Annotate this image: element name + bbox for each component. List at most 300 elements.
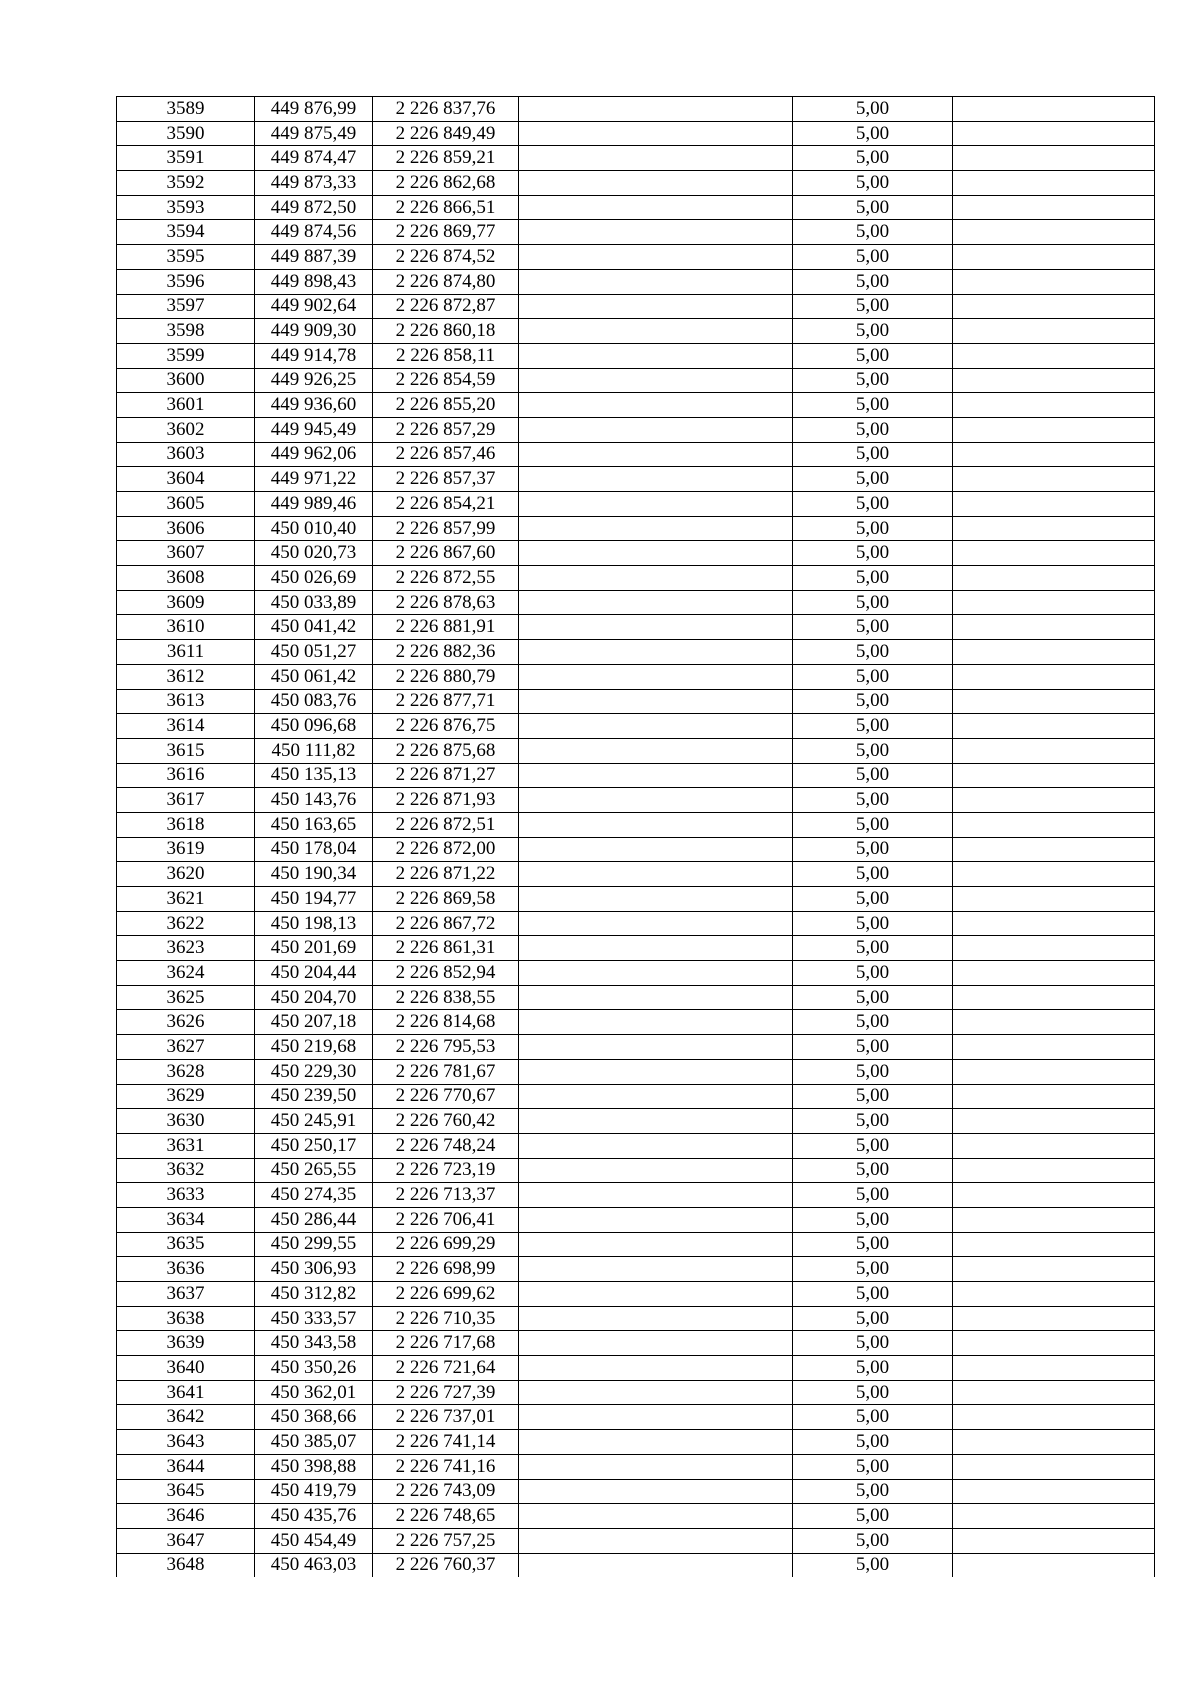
table-row [117,714,1155,739]
x-coordinate-cell: 450 190,34 [255,862,373,887]
accuracy-cell: 5,00 [793,516,953,541]
accuracy-cell: 5,00 [793,467,953,492]
blank-cell-end [953,664,1155,689]
blank-cell [519,961,793,986]
point-number-cell: 3644 [117,1454,255,1479]
blank-cell-end [953,171,1155,196]
table-row [117,171,1155,196]
accuracy-cell: 5,00 [793,837,953,862]
blank-cell [519,146,793,171]
table-row [117,541,1155,566]
point-number-cell: 3631 [117,1133,255,1158]
blank-cell-end [953,1059,1155,1084]
accuracy-cell: 5,00 [793,393,953,418]
blank-cell [519,812,793,837]
x-coordinate-cell: 449 874,47 [255,146,373,171]
y-coordinate-cell: 2 226 713,37 [373,1183,519,1208]
blank-cell [519,516,793,541]
point-number-cell: 3601 [117,393,255,418]
blank-cell-end [953,294,1155,319]
x-coordinate-cell: 450 250,17 [255,1133,373,1158]
table-row [117,862,1155,887]
blank-cell-end [953,985,1155,1010]
y-coordinate-cell: 2 226 741,14 [373,1430,519,1455]
blank-cell-end [953,393,1155,418]
y-coordinate-cell: 2 226 861,31 [373,936,519,961]
point-number-cell: 3638 [117,1306,255,1331]
x-coordinate-cell: 449 945,49 [255,417,373,442]
blank-cell [519,714,793,739]
blank-cell-end [953,1331,1155,1356]
point-number-cell: 3607 [117,541,255,566]
blank-cell-end [953,936,1155,961]
blank-cell [519,664,793,689]
table-row [117,1183,1155,1208]
blank-cell-end [953,492,1155,517]
point-number-cell: 3600 [117,368,255,393]
x-coordinate-cell: 450 143,76 [255,788,373,813]
y-coordinate-cell: 2 226 867,60 [373,541,519,566]
x-coordinate-cell: 450 051,27 [255,640,373,665]
point-number-cell: 3633 [117,1183,255,1208]
accuracy-cell: 5,00 [793,442,953,467]
table-row [117,985,1155,1010]
table-row [117,368,1155,393]
blank-cell [519,1430,793,1455]
blank-cell [519,1133,793,1158]
accuracy-cell: 5,00 [793,1133,953,1158]
accuracy-cell: 5,00 [793,195,953,220]
table-row [117,911,1155,936]
accuracy-cell: 5,00 [793,566,953,591]
x-coordinate-cell: 449 902,64 [255,294,373,319]
accuracy-cell: 5,00 [793,1183,953,1208]
blank-cell-end [953,467,1155,492]
blank-cell [519,936,793,961]
table-row [117,1331,1155,1356]
accuracy-cell: 5,00 [793,714,953,739]
blank-cell-end [953,1356,1155,1381]
accuracy-cell: 5,00 [793,640,953,665]
accuracy-cell: 5,00 [793,417,953,442]
blank-cell-end [953,146,1155,171]
x-coordinate-cell: 449 872,50 [255,195,373,220]
point-number-cell: 3610 [117,615,255,640]
table-row [117,936,1155,961]
table-row [117,1356,1155,1381]
x-coordinate-cell: 450 194,77 [255,887,373,912]
x-coordinate-cell: 450 239,50 [255,1084,373,1109]
accuracy-cell: 5,00 [793,615,953,640]
y-coordinate-cell: 2 226 881,91 [373,615,519,640]
table-row [117,1232,1155,1257]
accuracy-cell: 5,00 [793,961,953,986]
blank-cell [519,763,793,788]
blank-cell-end [953,590,1155,615]
table-row [117,1282,1155,1307]
x-coordinate-cell: 450 041,42 [255,615,373,640]
table-row [117,417,1155,442]
blank-cell-end [953,1183,1155,1208]
point-number-cell: 3637 [117,1282,255,1307]
y-coordinate-cell: 2 226 837,76 [373,97,519,122]
accuracy-cell: 5,00 [793,220,953,245]
y-coordinate-cell: 2 226 854,21 [373,492,519,517]
accuracy-cell: 5,00 [793,812,953,837]
coordinates-table-body [117,97,1155,1578]
table-row [117,97,1155,122]
table-row [117,1059,1155,1084]
table-row [117,788,1155,813]
accuracy-cell: 5,00 [793,1380,953,1405]
x-coordinate-cell: 450 306,93 [255,1257,373,1282]
x-coordinate-cell: 449 926,25 [255,368,373,393]
blank-cell-end [953,566,1155,591]
accuracy-cell: 5,00 [793,862,953,887]
point-number-cell: 3611 [117,640,255,665]
y-coordinate-cell: 2 226 872,00 [373,837,519,862]
y-coordinate-cell: 2 226 878,63 [373,590,519,615]
point-number-cell: 3620 [117,862,255,887]
blank-cell [519,1232,793,1257]
x-coordinate-cell: 449 989,46 [255,492,373,517]
table-row [117,640,1155,665]
accuracy-cell: 5,00 [793,1405,953,1430]
accuracy-cell: 5,00 [793,1232,953,1257]
y-coordinate-cell: 2 226 871,27 [373,763,519,788]
blank-cell [519,1479,793,1504]
blank-cell-end [953,911,1155,936]
accuracy-cell: 5,00 [793,911,953,936]
x-coordinate-cell: 450 026,69 [255,566,373,591]
point-number-cell: 3640 [117,1356,255,1381]
y-coordinate-cell: 2 226 723,19 [373,1158,519,1183]
y-coordinate-cell: 2 226 877,71 [373,689,519,714]
accuracy-cell: 5,00 [793,146,953,171]
y-coordinate-cell: 2 226 757,25 [373,1528,519,1553]
table-row [117,1158,1155,1183]
point-number-cell: 3628 [117,1059,255,1084]
accuracy-cell: 5,00 [793,1257,953,1282]
x-coordinate-cell: 450 245,91 [255,1109,373,1134]
point-number-cell: 3603 [117,442,255,467]
point-number-cell: 3606 [117,516,255,541]
blank-cell-end [953,1035,1155,1060]
y-coordinate-cell: 2 226 859,21 [373,146,519,171]
blank-cell [519,195,793,220]
table-row [117,245,1155,270]
blank-cell-end [953,195,1155,220]
blank-cell [519,985,793,1010]
x-coordinate-cell: 450 178,04 [255,837,373,862]
blank-cell-end [953,887,1155,912]
accuracy-cell: 5,00 [793,1528,953,1553]
blank-cell-end [953,640,1155,665]
table-row [117,195,1155,220]
blank-cell [519,1553,793,1577]
blank-cell-end [953,714,1155,739]
x-coordinate-cell: 450 020,73 [255,541,373,566]
table-row [117,492,1155,517]
point-number-cell: 3598 [117,319,255,344]
blank-cell [519,1454,793,1479]
point-number-cell: 3617 [117,788,255,813]
blank-cell-end [953,1207,1155,1232]
table-row [117,961,1155,986]
blank-cell [519,1306,793,1331]
point-number-cell: 3643 [117,1430,255,1455]
accuracy-cell: 5,00 [793,788,953,813]
y-coordinate-cell: 2 226 699,29 [373,1232,519,1257]
point-number-cell: 3645 [117,1479,255,1504]
point-number-cell: 3595 [117,245,255,270]
accuracy-cell: 5,00 [793,1084,953,1109]
x-coordinate-cell: 450 343,58 [255,1331,373,1356]
point-number-cell: 3613 [117,689,255,714]
x-coordinate-cell: 450 435,76 [255,1504,373,1529]
x-coordinate-cell: 450 204,70 [255,985,373,1010]
point-number-cell: 3594 [117,220,255,245]
x-coordinate-cell: 450 398,88 [255,1454,373,1479]
x-coordinate-cell: 449 874,56 [255,220,373,245]
table-row [117,516,1155,541]
y-coordinate-cell: 2 226 748,65 [373,1504,519,1529]
point-number-cell: 3634 [117,1207,255,1232]
accuracy-cell: 5,00 [793,1479,953,1504]
blank-cell-end [953,1109,1155,1134]
accuracy-cell: 5,00 [793,1035,953,1060]
table-row [117,689,1155,714]
table-row [117,615,1155,640]
y-coordinate-cell: 2 226 717,68 [373,1331,519,1356]
table-row [117,1035,1155,1060]
point-number-cell: 3619 [117,837,255,862]
point-number-cell: 3618 [117,812,255,837]
point-number-cell: 3621 [117,887,255,912]
point-number-cell: 3627 [117,1035,255,1060]
point-number-cell: 3604 [117,467,255,492]
blank-cell [519,837,793,862]
blank-cell-end [953,1232,1155,1257]
table-row [117,1010,1155,1035]
x-coordinate-cell: 450 286,44 [255,1207,373,1232]
blank-cell [519,911,793,936]
blank-cell [519,245,793,270]
x-coordinate-cell: 450 083,76 [255,689,373,714]
x-coordinate-cell: 449 887,39 [255,245,373,270]
point-number-cell: 3625 [117,985,255,1010]
blank-cell-end [953,763,1155,788]
y-coordinate-cell: 2 226 872,87 [373,294,519,319]
x-coordinate-cell: 449 936,60 [255,393,373,418]
coordinates-table [116,96,1155,1577]
y-coordinate-cell: 2 226 874,80 [373,269,519,294]
y-coordinate-cell: 2 226 867,72 [373,911,519,936]
table-row [117,442,1155,467]
point-number-cell: 3647 [117,1528,255,1553]
accuracy-cell: 5,00 [793,245,953,270]
y-coordinate-cell: 2 226 875,68 [373,738,519,763]
point-number-cell: 3648 [117,1553,255,1577]
blank-cell [519,541,793,566]
blank-cell-end [953,368,1155,393]
blank-cell-end [953,1430,1155,1455]
x-coordinate-cell: 450 454,49 [255,1528,373,1553]
table-row [117,812,1155,837]
accuracy-cell: 5,00 [793,294,953,319]
y-coordinate-cell: 2 226 814,68 [373,1010,519,1035]
accuracy-cell: 5,00 [793,171,953,196]
blank-cell [519,1010,793,1035]
point-number-cell: 3636 [117,1257,255,1282]
blank-cell [519,1158,793,1183]
table-row [117,1257,1155,1282]
accuracy-cell: 5,00 [793,985,953,1010]
blank-cell-end [953,97,1155,122]
point-number-cell: 3626 [117,1010,255,1035]
y-coordinate-cell: 2 226 760,42 [373,1109,519,1134]
y-coordinate-cell: 2 226 748,24 [373,1133,519,1158]
table-row [117,837,1155,862]
point-number-cell: 3632 [117,1158,255,1183]
blank-cell-end [953,961,1155,986]
accuracy-cell: 5,00 [793,1059,953,1084]
y-coordinate-cell: 2 226 869,58 [373,887,519,912]
blank-cell [519,862,793,887]
y-coordinate-cell: 2 226 741,16 [373,1454,519,1479]
accuracy-cell: 5,00 [793,1282,953,1307]
x-coordinate-cell: 450 061,42 [255,664,373,689]
x-coordinate-cell: 449 898,43 [255,269,373,294]
table-row [117,738,1155,763]
accuracy-cell: 5,00 [793,319,953,344]
blank-cell-end [953,121,1155,146]
point-number-cell: 3602 [117,417,255,442]
x-coordinate-cell: 450 219,68 [255,1035,373,1060]
blank-cell-end [953,1479,1155,1504]
blank-cell [519,294,793,319]
table-row [117,1084,1155,1109]
accuracy-cell: 5,00 [793,1306,953,1331]
table-row [117,1479,1155,1504]
point-number-cell: 3614 [117,714,255,739]
blank-cell [519,1207,793,1232]
point-number-cell: 3597 [117,294,255,319]
table-row [117,393,1155,418]
table-row [117,1430,1155,1455]
table-row [117,1553,1155,1577]
point-number-cell: 3629 [117,1084,255,1109]
y-coordinate-cell: 2 226 871,93 [373,788,519,813]
blank-cell-end [953,689,1155,714]
x-coordinate-cell: 450 368,66 [255,1405,373,1430]
table-row [117,1109,1155,1134]
point-number-cell: 3609 [117,590,255,615]
blank-cell-end [953,541,1155,566]
y-coordinate-cell: 2 226 882,36 [373,640,519,665]
blank-cell [519,1504,793,1529]
table-row [117,664,1155,689]
x-coordinate-cell: 450 229,30 [255,1059,373,1084]
point-number-cell: 3599 [117,343,255,368]
x-coordinate-cell: 450 333,57 [255,1306,373,1331]
blank-cell [519,467,793,492]
point-number-cell: 3608 [117,566,255,591]
table-row [117,566,1155,591]
point-number-cell: 3641 [117,1380,255,1405]
y-coordinate-cell: 2 226 849,49 [373,121,519,146]
blank-cell-end [953,862,1155,887]
accuracy-cell: 5,00 [793,738,953,763]
x-coordinate-cell: 450 111,82 [255,738,373,763]
blank-cell-end [953,1306,1155,1331]
point-number-cell: 3589 [117,97,255,122]
accuracy-cell: 5,00 [793,1207,953,1232]
table-row [117,590,1155,615]
x-coordinate-cell: 450 463,03 [255,1553,373,1577]
accuracy-cell: 5,00 [793,1010,953,1035]
accuracy-cell: 5,00 [793,1430,953,1455]
point-number-cell: 3635 [117,1232,255,1257]
blank-cell [519,738,793,763]
y-coordinate-cell: 2 226 872,55 [373,566,519,591]
blank-cell [519,1109,793,1134]
accuracy-cell: 5,00 [793,1454,953,1479]
x-coordinate-cell: 449 909,30 [255,319,373,344]
x-coordinate-cell: 449 914,78 [255,343,373,368]
blank-cell [519,640,793,665]
blank-cell-end [953,738,1155,763]
blank-cell-end [953,1528,1155,1553]
blank-cell [519,171,793,196]
accuracy-cell: 5,00 [793,936,953,961]
point-number-cell: 3605 [117,492,255,517]
table-row [117,1454,1155,1479]
blank-cell-end [953,417,1155,442]
blank-cell-end [953,516,1155,541]
point-number-cell: 3596 [117,269,255,294]
x-coordinate-cell: 450 096,68 [255,714,373,739]
accuracy-cell: 5,00 [793,1158,953,1183]
blank-cell-end [953,788,1155,813]
y-coordinate-cell: 2 226 781,67 [373,1059,519,1084]
x-coordinate-cell: 450 274,35 [255,1183,373,1208]
accuracy-cell: 5,00 [793,664,953,689]
accuracy-cell: 5,00 [793,1553,953,1577]
blank-cell-end [953,1454,1155,1479]
blank-cell [519,220,793,245]
blank-cell-end [953,1405,1155,1430]
y-coordinate-cell: 2 226 727,39 [373,1380,519,1405]
accuracy-cell: 5,00 [793,97,953,122]
blank-cell [519,689,793,714]
blank-cell-end [953,1084,1155,1109]
blank-cell-end [953,1158,1155,1183]
x-coordinate-cell: 450 207,18 [255,1010,373,1035]
accuracy-cell: 5,00 [793,1504,953,1529]
point-number-cell: 3639 [117,1331,255,1356]
x-coordinate-cell: 449 873,33 [255,171,373,196]
accuracy-cell: 5,00 [793,343,953,368]
y-coordinate-cell: 2 226 852,94 [373,961,519,986]
point-number-cell: 3616 [117,763,255,788]
blank-cell-end [953,442,1155,467]
blank-cell [519,1035,793,1060]
y-coordinate-cell: 2 226 699,62 [373,1282,519,1307]
blank-cell [519,590,793,615]
blank-cell-end [953,343,1155,368]
y-coordinate-cell: 2 226 760,37 [373,1553,519,1577]
